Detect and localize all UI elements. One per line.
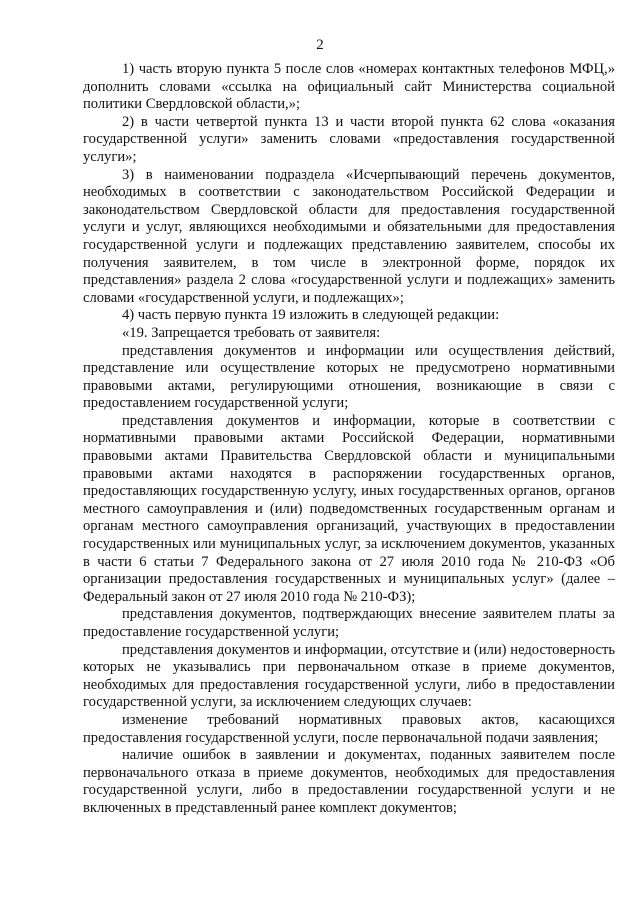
page-number: 2 (316, 37, 324, 53)
paragraph-requirement-4: представления документов и информации, отсутствие и (или) недостоверность которых не указывались при первоначальном отказе в приеме документов, необходимых для предоставления государственной услуги, либо в предоставлении государственной услуги, за исключением следующих случаев: (83, 641, 615, 711)
paragraph-requirement-2: представления документов и информации, которые в соответствии с нормативными правовыми актами Российской Федерации, нормативными правовыми актами Правительства Свердловской области и муниципальными правовыми актами находятся в распоряжении государственных органов, предоставляющих государственную услугу, иных государственных органов, органов местного самоуправления и (или) подведомственных государственным органам и органам местного самоуправления организаций, участвующих в предоставлении государственных или муниципальных услуг, за исключением документов, указанных в части 6 статьи 7 Федерального закона от 27 июля 2010 года № 210-ФЗ «Об организации предоставления государственных и муниципальных услуг» (далее – Федеральный закон от 27 июля 2010 года № 210-ФЗ); (83, 412, 615, 605)
paragraph-requirement-1: представления документов и информации или осуществления действий, представление или осуществление которых не предусмотрено нормативными правовыми актами, регулирующими отношения, возникающие в связи с предоставлением государственной услуги; (83, 342, 615, 412)
paragraph-exception-1: изменение требований нормативных правовых актов, касающихся предоставления государственной услуги, после первоначальной подачи заявления; (83, 711, 615, 746)
paragraph-item-2: 2) в части четвертой пункта 13 и части второй пункта 62 слова «оказания государственной услуги» заменить словами «предоставления государственной услуги»; (83, 113, 615, 165)
paragraph-item-3: 3) в наименовании подраздела «Исчерпывающий перечень документов, необходимых в соответствии с законодательством Российской Федерации и законодательством Свердловской области для предоставления государственной услуги и услуг, являющихся необходимыми и обязательными для предоставления государственной услуги и подлежащих представлению заявителем, способы их получения заявителем, в том числе в электронной форме, порядок их представления» раздела 2 слова «государственной услуги и подлежащих» заменить словами «государственной услуги, и подлежащих»; (83, 166, 615, 306)
paragraph-clause-19: «19. Запрещается требовать от заявителя: (122, 324, 381, 341)
paragraph-item-1: 1) часть вторую пункта 5 после слов «номерах контактных телефонов МФЦ,» дополнить словами «ссылка на официальный сайт Министерства социальной политики Свердловской области,»; (83, 61, 615, 113)
paragraph-requirement-3: представления документов, подтверждающих внесение заявителем платы за предоставление государственной услуги; (83, 606, 615, 640)
paragraph-item-4: 4) часть первую пункта 19 изложить в следующей редакции: (122, 307, 500, 324)
document-body (83, 61, 615, 818)
paragraph-exception-2: наличие ошибок в заявлении и документах, поданных заявителем после первоначального отказа в приеме документов, необходимых для предоставления государственной услуги, либо в предоставлении государственной услуги и не включенных в представленный ранее комплект документов; (83, 747, 615, 816)
